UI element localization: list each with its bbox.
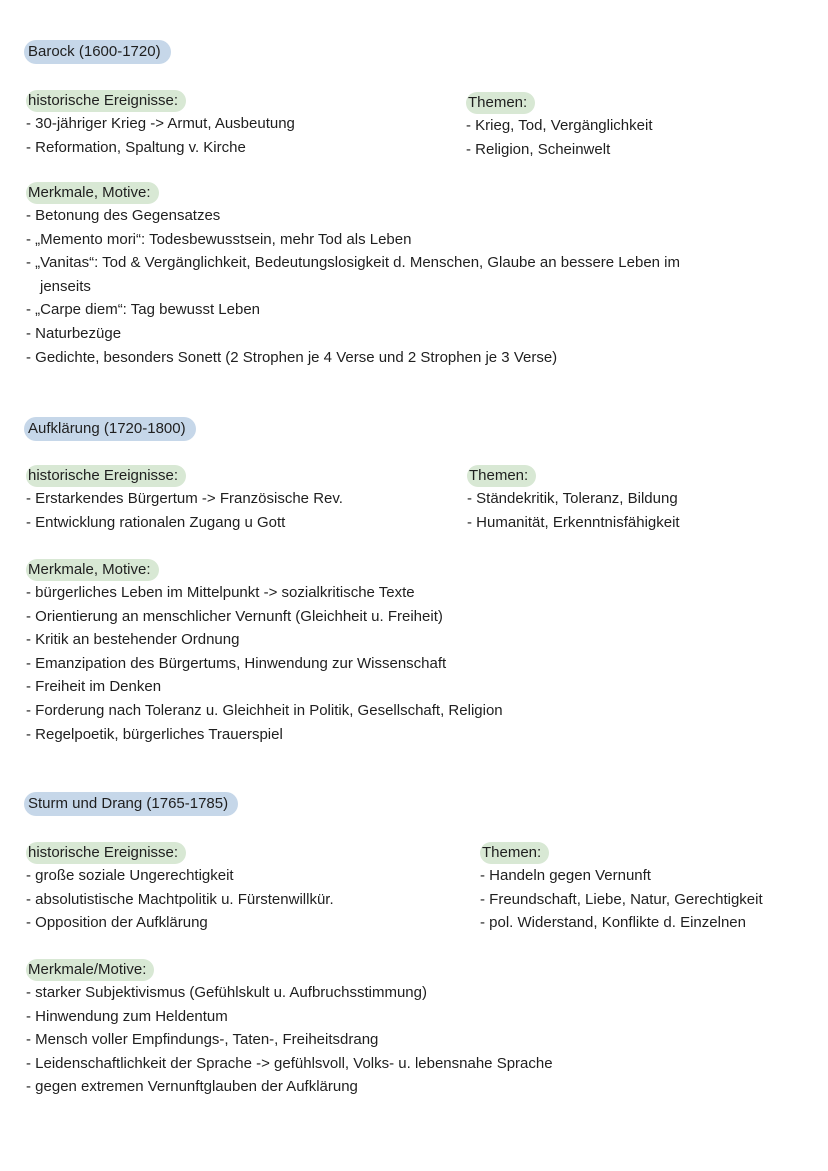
list-item: - pol. Widerstand, Konflikte d. Einzelnen: [480, 914, 746, 932]
list-item: - Orientierung an menschlicher Vernunft (Gleichheit u. Freiheit): [26, 607, 443, 625]
list-item: - bürgerliches Leben im Mittelpunkt -> sozialkritische Texte: [26, 584, 415, 601]
list-item: - „Memento mori“: Todesbewusstsein, mehr Tod als Leben: [26, 230, 412, 248]
features-label: Merkmale, Motive:: [26, 559, 159, 581]
themes-block: [467, 465, 680, 534]
list-item: - Emanzipation des Bürgertums, Hinwendung zur Wissenschaft: [26, 654, 447, 672]
historical-events-block: [26, 90, 295, 159]
features-label: Merkmale/Motive:: [26, 959, 154, 981]
list-item: - Freundschaft, Liebe, Natur, Gerechtigkeit: [480, 890, 763, 908]
section-title: Barock (1600-1720): [24, 40, 171, 64]
list-item: - gegen extremen Vernunftglauben der Aufklärung: [26, 1078, 358, 1096]
list-item: - Opposition der Aufklärung: [26, 914, 208, 932]
historical-events-label: historische Ereignisse:: [26, 465, 186, 487]
list-item: - Krieg, Tod, Vergänglichkeit: [466, 117, 653, 134]
themes-block: [480, 842, 763, 935]
themes-list: [480, 864, 763, 935]
themes-label: Themen:: [480, 842, 549, 864]
list-item: - Ständekritik, Toleranz, Bildung: [467, 490, 678, 507]
list-item: - große soziale Ungerechtigkeit: [26, 867, 234, 884]
list-item: - Regelpoetik, bürgerliches Trauerspiel: [26, 725, 283, 743]
historical-events-list: [26, 864, 334, 935]
list-item: - Handeln gegen Vernunft: [480, 867, 651, 884]
list-item: - Leidenschaftlichkeit der Sprache -> gefühlsvoll, Volks- u. lebensnahe Sprache: [26, 1054, 553, 1072]
list-item: - Religion, Scheinwelt: [466, 140, 611, 158]
themes-list: [466, 114, 653, 161]
list-item: - Humanität, Erkenntnisfähigkeit: [467, 513, 680, 531]
list-item: - „Vanitas“: Tod & Vergänglichkeit, Bedeutungslosigkeit d. Menschen, Glaube an bessere Leben im jenseits: [26, 254, 681, 295]
features-block: [26, 559, 503, 746]
list-item: - Hinwendung zum Heldentum: [26, 1007, 228, 1025]
historical-events-label: historische Ereignisse:: [26, 90, 186, 112]
list-item: - Betonung des Gegensatzes: [26, 207, 221, 224]
list-item: - Naturbezüge: [26, 324, 122, 342]
features-list: [26, 981, 553, 1099]
historical-events-list: [26, 487, 343, 534]
list-item: - Erstarkendes Bürgertum -> Französische Rev.: [26, 490, 343, 507]
themes-list: [467, 487, 680, 534]
list-item: - Gedichte, besonders Sonett (2 Strophen je 4 Verse und 2 Strophen je 3 Verse): [26, 348, 558, 366]
list-item: - starker Subjektivismus (Gefühlskult u. Aufbruchsstimmung): [26, 984, 427, 1001]
section-title: Sturm und Drang (1765-1785): [24, 792, 238, 816]
features-block: [26, 182, 690, 369]
section-title: Aufklärung (1720-1800): [24, 417, 196, 441]
list-item: - Entwicklung rationalen Zugang u Gott: [26, 513, 286, 531]
historical-events-label: historische Ereignisse:: [26, 842, 186, 864]
historical-events-block: [26, 465, 343, 534]
list-item: - absolutistische Machtpolitik u. Fürstenwillkür.: [26, 890, 334, 908]
list-item: - Freiheit im Denken: [26, 678, 162, 696]
features-list: [26, 204, 690, 369]
themes-block: [466, 92, 653, 161]
features-block: [26, 959, 553, 1099]
list-item: - Reformation, Spaltung v. Kirche: [26, 138, 246, 156]
themes-label: Themen:: [466, 92, 535, 114]
list-item: - Forderung nach Toleranz u. Gleichheit in Politik, Gesellschaft, Religion: [26, 701, 503, 719]
features-label: Merkmale, Motive:: [26, 182, 159, 204]
list-item: - „Carpe diem“: Tag bewusst Leben: [26, 301, 261, 319]
themes-label: Themen:: [467, 465, 536, 487]
features-list: [26, 581, 503, 746]
list-item: - Kritik an bestehender Ordnung: [26, 631, 240, 649]
historical-events-list: [26, 112, 295, 159]
list-item: - 30-jähriger Krieg -> Armut, Ausbeutung: [26, 115, 295, 132]
list-item: - Mensch voller Empfindungs-, Taten-, Freiheitsdrang: [26, 1031, 379, 1049]
historical-events-block: [26, 842, 334, 935]
